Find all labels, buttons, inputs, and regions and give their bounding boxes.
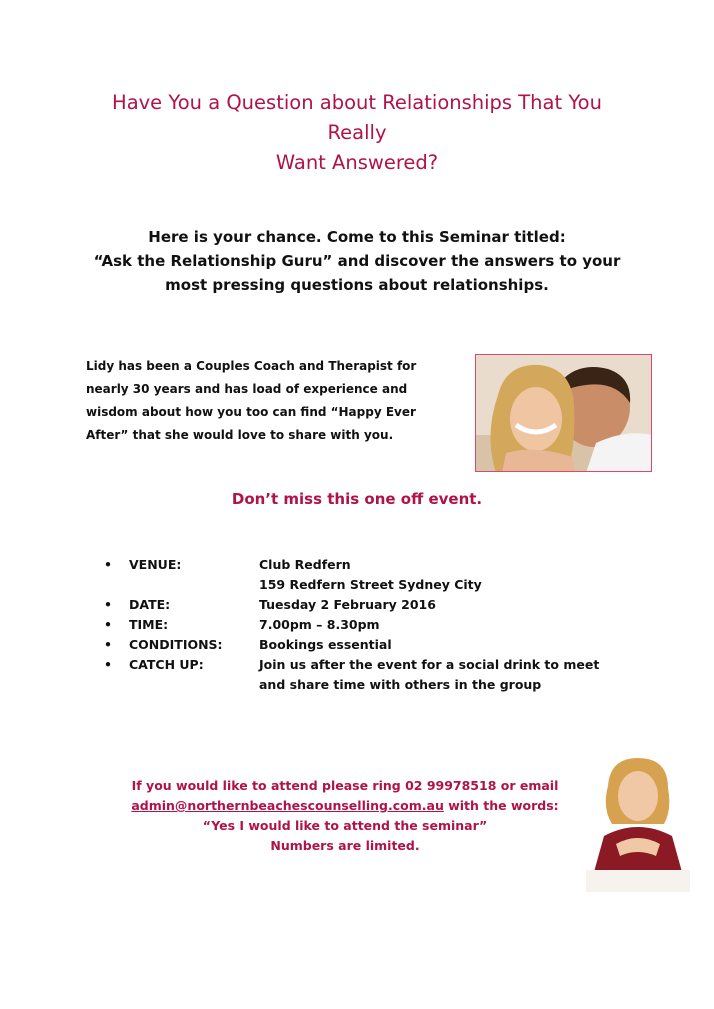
intro-line-1: Here is your chance. Come to this Seminar titled:: [148, 228, 566, 246]
venue-label: VENUE:: [129, 557, 182, 572]
title-line-3: Want Answered?: [275, 151, 439, 174]
date-value: [259, 595, 644, 615]
bio-line-1: Lidy has been a Couples Coach and Therapist for: [86, 359, 417, 373]
tagline: Don’t miss this one off event.: [231, 490, 483, 508]
bio-line-4: After” that she would love to share with you.: [86, 428, 394, 442]
time-value-line-1: 7.00pm – 8.30pm: [259, 617, 380, 632]
catch-up-value-line-1: Join us after the event for a social drink to meet: [259, 657, 600, 672]
page-title: [60, 88, 654, 178]
venue-value-line-2: 159 Redfern Street Sydney City: [259, 577, 482, 592]
venue-value-line-1: Club Redfern: [259, 557, 351, 572]
detail-row-catch-up: [104, 655, 644, 695]
bullet: •: [104, 597, 112, 612]
title-line-2: Really: [327, 121, 387, 144]
date-value-line-1: Tuesday 2 February 2016: [259, 597, 436, 612]
bullet: •: [104, 617, 112, 632]
contact-line-4: Numbers are limited.: [270, 838, 420, 853]
contact-line-3: “Yes I would like to attend the seminar”: [202, 818, 488, 833]
venue-value: [259, 555, 644, 595]
detail-row-conditions: [104, 635, 644, 655]
bullet: •: [104, 657, 112, 672]
bio-line-3: wisdom about how you too can find “Happy Ever: [86, 405, 416, 419]
detail-row-venue: [104, 555, 644, 595]
time-value: [259, 615, 644, 635]
coach-photo: [586, 752, 690, 892]
coach-illustration: [586, 752, 690, 892]
conditions-label: CONDITIONS:: [129, 637, 223, 652]
intro-paragraph: [60, 225, 654, 297]
intro-line-2: “Ask the Relationship Guru” and discover the answers to your: [93, 252, 621, 270]
couple-photo: [475, 354, 652, 472]
title-line-1: Have You a Question about Relationships That You: [112, 91, 602, 114]
detail-row-date: [104, 595, 644, 615]
conditions-value: [259, 635, 644, 655]
catch-up-value: [259, 655, 644, 695]
contact-line-2-rest: with the words:: [443, 798, 559, 813]
bio-paragraph: [86, 355, 456, 447]
contact-info: [100, 776, 590, 856]
date-label: DATE:: [129, 597, 171, 612]
catch-up-value-line-2: and share time with others in the group: [259, 677, 542, 692]
detail-row-time: [104, 615, 644, 635]
couple-illustration: [476, 355, 652, 472]
conditions-value-line-1: Bookings essential: [259, 637, 392, 652]
bullet: •: [104, 637, 112, 652]
email-link[interactable]: admin@northernbeachescounselling.com.au: [131, 798, 444, 813]
bullet: •: [104, 557, 112, 572]
catch-up-label: CATCH UP:: [129, 657, 204, 672]
bio-line-2: nearly 30 years and has load of experience and: [86, 382, 408, 396]
time-label: TIME:: [129, 617, 169, 632]
contact-line-1: If you would like to attend please ring 02 99978518 or email: [131, 778, 559, 793]
event-details-list: [104, 555, 644, 695]
contact-line-2: [100, 796, 590, 816]
intro-line-3: most pressing questions about relationships.: [165, 276, 549, 294]
